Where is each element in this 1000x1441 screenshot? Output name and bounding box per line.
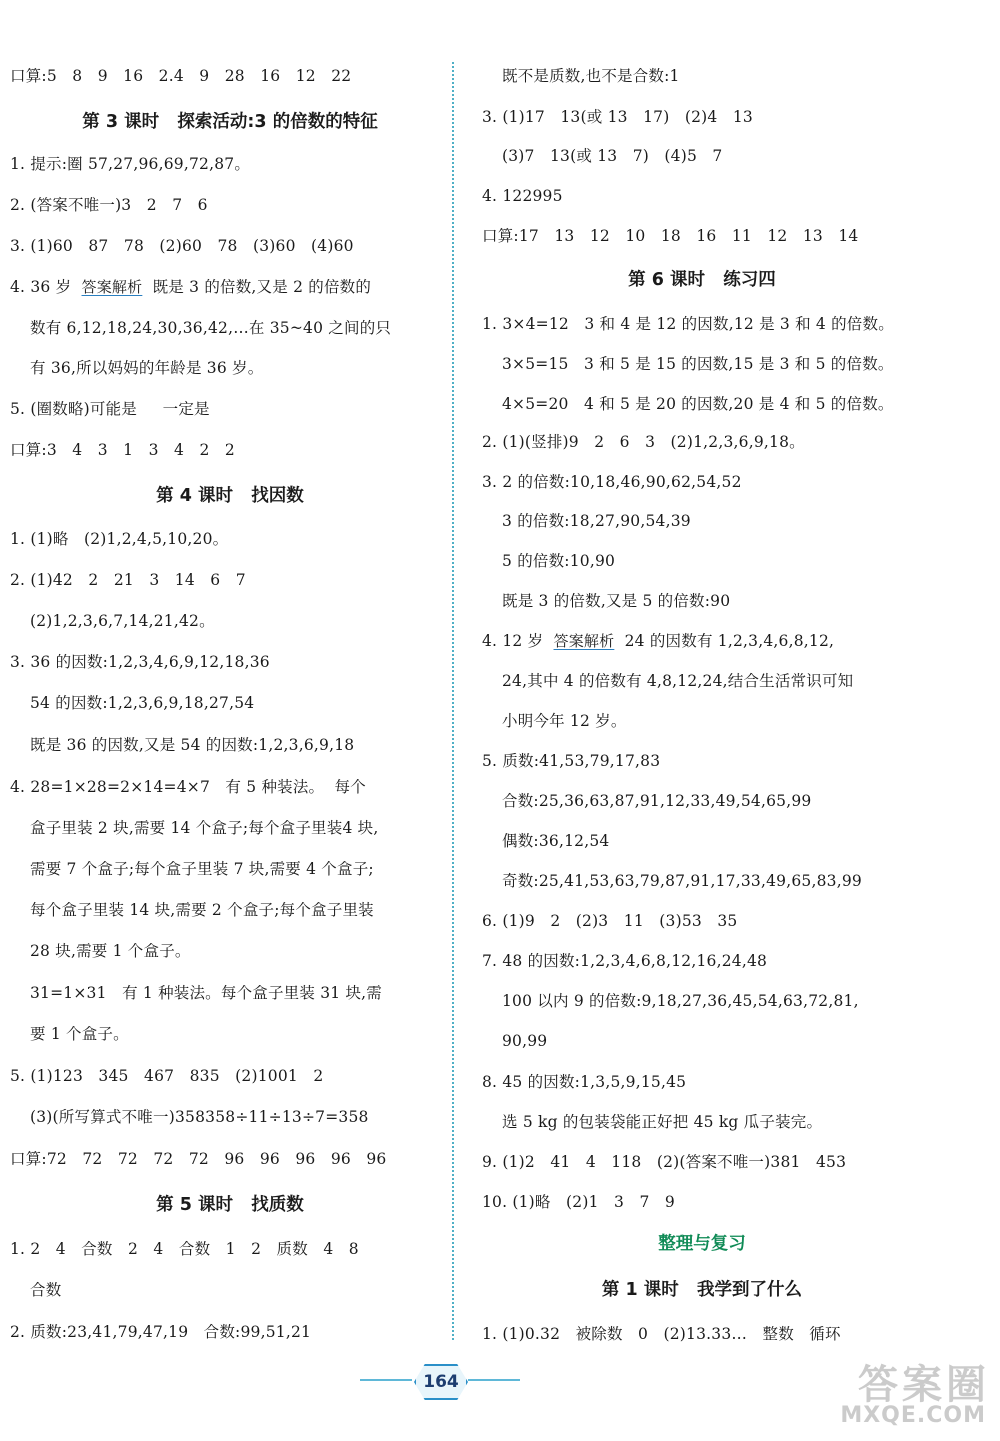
text-line: 2. (答案不唯一)3 2 7 6 (10, 196, 208, 214)
text-line: 1. (1)略 (2)1,2,4,5,10,20。 (10, 530, 229, 548)
text-line: 1. 3×4=12 3 和 4 是 12 的因数,12 是 3 和 4 的倍数。 (482, 315, 894, 333)
text-line: 小明今年 12 岁。 (502, 712, 627, 730)
text-line: 奇数:25,41,53,63,79,87,91,17,33,49,65,83,99 (502, 872, 862, 890)
text-line: (3)(所写算式不唯一)358358÷11÷13÷7=358 (30, 1108, 369, 1126)
text-line: 需要 7 个盒子;每个盒子里装 7 块,需要 4 个盒子; (30, 860, 374, 878)
lesson-heading-4: 第 4 课时 找因数 (156, 486, 304, 506)
text-line: 5 的倍数:10,90 (502, 552, 616, 570)
text-line: 8. 45 的因数:1,3,5,9,15,45 (482, 1073, 687, 1091)
lesson-heading-5: 第 5 课时 找质数 (156, 1195, 304, 1215)
lesson-heading-1: 第 1 课时 我学到了什么 (601, 1280, 803, 1300)
text-line: 既不是质数,也不是合数:1 (502, 67, 680, 85)
text-line: 2. (1)(竖排)9 2 6 3 (2)1,2,3,6,9,18。 (482, 433, 805, 451)
text-line: 28 块,需要 1 个盒子。 (30, 942, 191, 960)
text-line: 5. 质数:41,53,79,17,83 (482, 752, 661, 770)
text-line: 1. 提示:圈 57,27,96,69,72,87。 (10, 155, 251, 173)
text-line: 1. 2 4 合数 2 4 合数 1 2 质数 4 8 (10, 1240, 359, 1258)
text-line: 既是 36 的因数,又是 54 的因数:1,2,3,6,9,18 (30, 736, 355, 754)
page-number: 164 (423, 1372, 459, 1392)
answer-analysis-tag: 答案解析 (81, 278, 143, 296)
text-line: 7. 48 的因数:1,2,3,4,6,8,12,16,24,48 (482, 952, 768, 970)
review-heading: 整理与复习 (658, 1234, 746, 1254)
text-line: 4. 36 岁 答案解析 既是 3 的倍数,又是 2 的倍数的 (10, 278, 372, 296)
text-line: 24,其中 4 的倍数有 4,8,12,24,结合生活常识可知 (502, 672, 854, 690)
watermark-text: 答案圈 (858, 1362, 990, 1408)
text-line: 90,99 (502, 1032, 548, 1050)
watermark-url: MXQE.COM (840, 1403, 986, 1428)
text-line: 4. 28=1×28=2×14=4×7 有 5 种装法。 每个 (10, 778, 366, 796)
watermark-logo (780, 1353, 990, 1433)
text-line: 既是 3 的倍数,又是 5 的倍数:90 (502, 592, 731, 610)
text-line: 3 的倍数:18,27,90,54,39 (502, 512, 691, 530)
text-line: 要 1 个盒子。 (30, 1025, 129, 1043)
text-line: 31=1×31 有 1 种装法。每个盒子里装 31 块,需 (30, 984, 382, 1002)
lesson-heading-6: 第 6 课时 练习四 (628, 270, 776, 290)
text-line: 盒子里装 2 块,需要 14 个盒子;每个盒子里装4 块, (30, 819, 379, 837)
footer-rule-right (468, 1379, 520, 1381)
text-line: 有 36,所以妈妈的年龄是 36 岁。 (30, 359, 264, 377)
text-line: 口算:5 8 9 16 2.4 9 28 16 12 22 (10, 67, 352, 85)
text-line: 合数:25,36,63,87,91,12,33,49,54,65,99 (502, 792, 812, 810)
text-line: 5. (1)123 345 467 835 (2)1001 2 (10, 1067, 324, 1085)
text-line: 2. (1)42 2 21 3 14 6 7 (10, 571, 246, 589)
text-line: (3)7 13(或 13 7) (4)5 7 (502, 147, 723, 165)
text-line: 1. (1)0.32 被除数 0 (2)13.33… 整数 循环 (482, 1325, 841, 1343)
text-line: 3×5=15 3 和 5 是 15 的因数,15 是 3 和 5 的倍数。 (502, 355, 894, 373)
text-line: 54 的因数:1,2,3,6,9,18,27,54 (30, 694, 255, 712)
text-line: 每个盒子里装 14 块,需要 2 个盒子;每个盒子里装 (30, 901, 374, 919)
text-line: 6. (1)9 2 (2)3 11 (3)53 35 (482, 912, 738, 930)
text-line: 选 5 kg 的包装袋能正好把 45 kg 瓜子装完。 (502, 1113, 823, 1131)
text-line: 100 以内 9 的倍数:9,18,27,36,45,54,63,72,81, (502, 992, 859, 1010)
text-line: 口算:17 13 12 10 18 16 11 12 13 14 (482, 227, 859, 245)
text-line: 数有 6,12,18,24,30,36,42,…在 35~40 之间的只 (30, 319, 392, 337)
text-line: 3. (1)17 13(或 13 17) (2)4 13 (482, 108, 753, 126)
text-line: 2. 质数:23,41,79,47,19 合数:99,51,21 (10, 1323, 312, 1341)
text-line: 口算:72 72 72 72 72 96 96 96 96 96 (10, 1150, 387, 1168)
text-line: 3. 36 的因数:1,2,3,4,6,9,12,18,36 (10, 653, 270, 671)
text-line: 合数 (30, 1281, 62, 1299)
text-line: (2)1,2,3,6,7,14,21,42。 (30, 612, 215, 630)
text-line: 10. (1)略 (2)1 3 7 9 (482, 1193, 675, 1211)
text-line: 偶数:36,12,54 (502, 832, 610, 850)
text-line: 4. 12 岁 答案解析 24 的因数有 1,2,3,4,6,8,12, (482, 632, 835, 650)
column-divider (452, 62, 454, 1340)
text-line: 口算:3 4 3 1 3 4 2 2 (10, 441, 235, 459)
footer-rule-left (360, 1379, 412, 1381)
page-footer (360, 1360, 520, 1400)
text-line: 9. (1)2 41 4 118 (2)(答案不唯一)381 453 (482, 1153, 847, 1171)
lesson-heading-3: 第 3 课时 探索活动:3 的倍数的特征 (82, 112, 378, 132)
text-line: 5. (圈数略)可能是 一定是 (10, 400, 210, 418)
text-line: 3. 2 的倍数:10,18,46,90,62,54,52 (482, 473, 742, 491)
answer-analysis-tag: 答案解析 (553, 632, 615, 650)
text-line: 3. (1)60 87 78 (2)60 78 (3)60 (4)60 (10, 237, 354, 255)
text-line: 4. 122995 (482, 187, 563, 205)
text-line: 4×5=20 4 和 5 是 20 的因数,20 是 4 和 5 的倍数。 (502, 395, 894, 413)
